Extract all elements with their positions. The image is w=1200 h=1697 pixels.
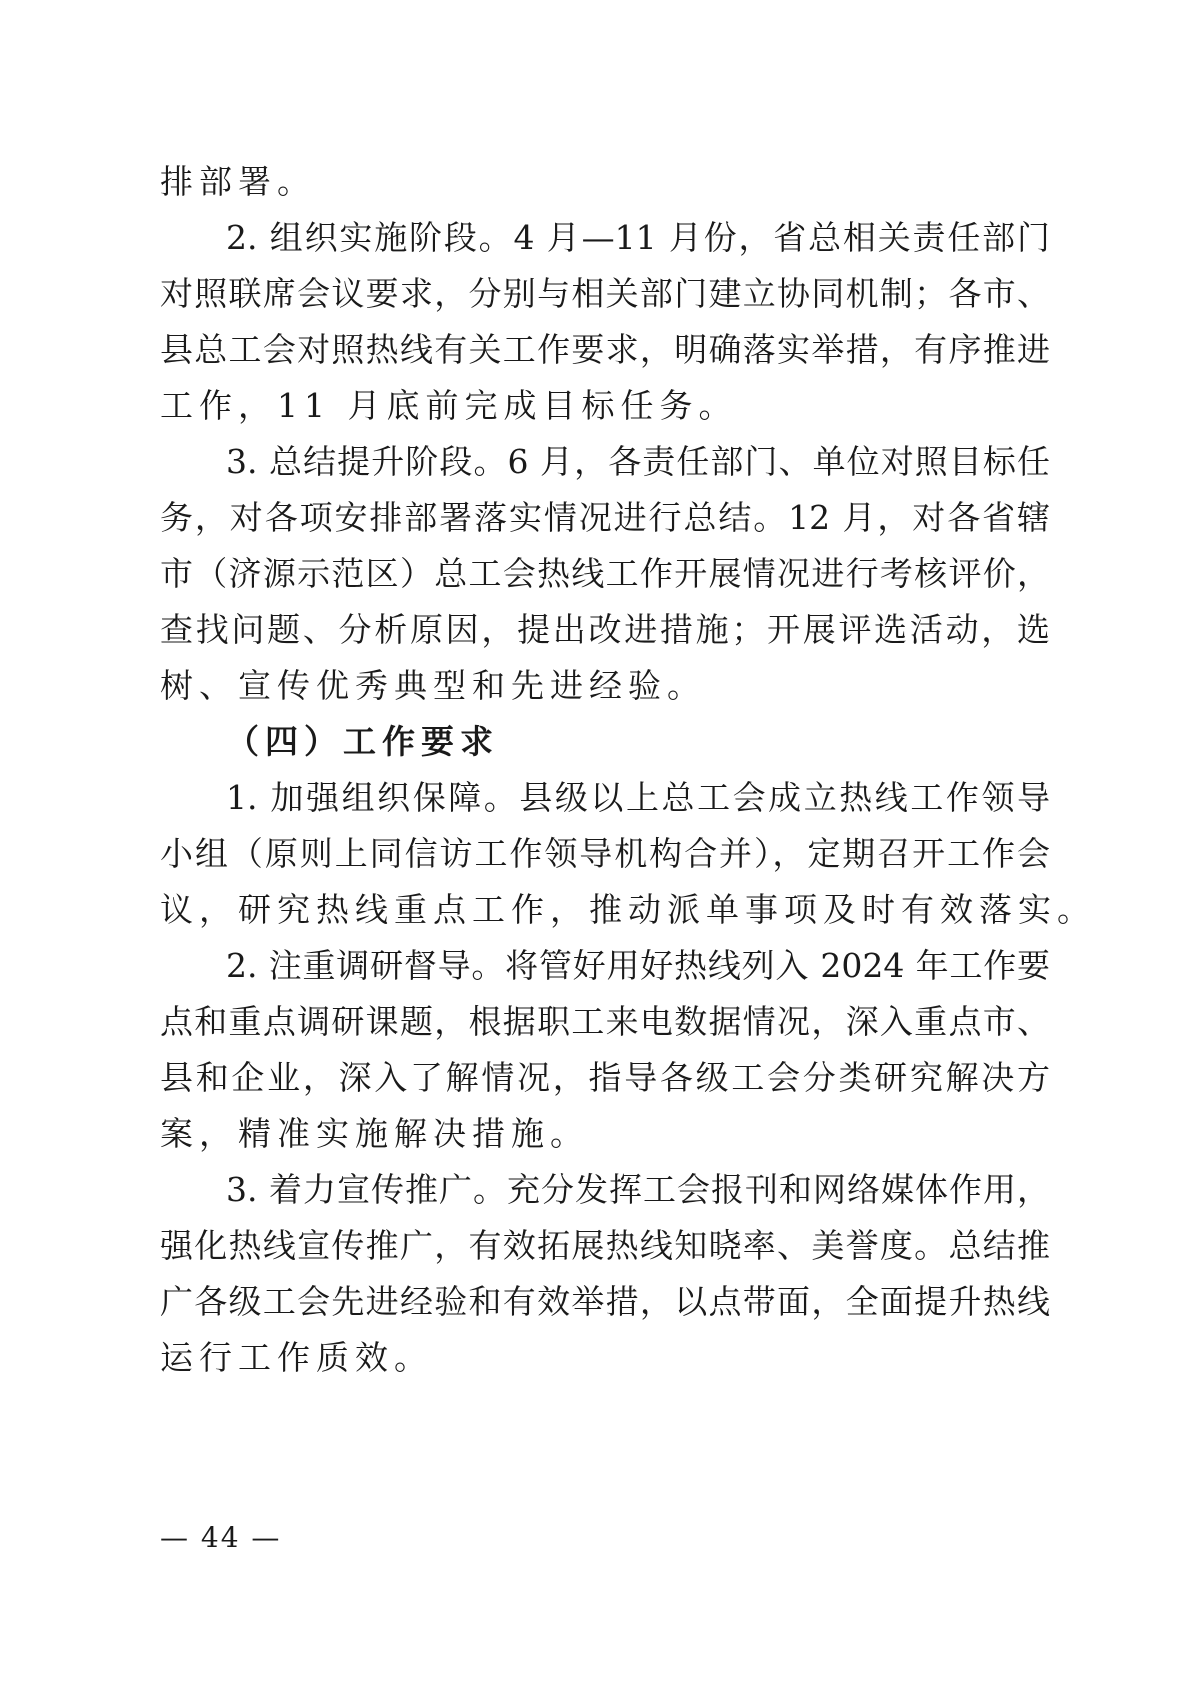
section-heading: （四）工作要求 [226,722,499,761]
text-line: 广各级工会先进经验和有效举措，以点带面，全面提升热线 [160,1282,1050,1321]
text-line: 点和重点调研课题，根据职工来电数据情况，深入重点市、 [160,1002,1050,1041]
text-line: 县和企业，深入了解情况，指导各级工会分类研究解决方 [160,1058,1050,1097]
text-line: 市（济源示范区）总工会热线工作开展情况进行考核评价， [160,554,1050,593]
text-line: 3. 着力宣传推广。充分发挥工会报刊和网络媒体作用， [226,1170,1050,1209]
text-line: 运行工作质效。 [160,1338,433,1377]
text-line: 案，精准实施解决措施。 [160,1114,589,1153]
text-line: 对照联席会议要求，分别与相关部门建立协同机制；各市、 [160,274,1050,313]
text-line: 工作，11 月底前完成目标任务。 [160,386,738,425]
text-line: 2. 注重调研督导。将管好用好热线列入 2024 年工作要 [226,946,1050,985]
text-line: 排部署。 [160,162,316,201]
text-line: 县总工会对照热线有关工作要求，明确落实举措，有序推进 [160,330,1050,369]
text-line: 3. 总结提升阶段。6 月，各责任部门、单位对照目标任 [226,442,1050,481]
page-number: — 44 — [160,1521,282,1554]
text-line: 务，对各项安排部署落实情况进行总结。12 月，对各省辖 [160,498,1050,537]
text-line: 2. 组织实施阶段。4 月—11 月份，省总相关责任部门 [226,218,1050,257]
text-line: 树、宣传优秀典型和先进经验。 [160,666,706,705]
text-line: 1. 加强组织保障。县级以上总工会成立热线工作领导 [226,778,1050,817]
text-line: 议，研究热线重点工作，推动派单事项及时有效落实。 [160,890,1096,929]
text-line: 小组（原则上同信访工作领导机构合并），定期召开工作会 [160,834,1050,873]
text-line: 查找问题、分析原因，提出改进措施；开展评选活动，选 [160,610,1050,649]
text-line: 强化热线宣传推广，有效拓展热线知晓率、美誉度。总结推 [160,1226,1050,1265]
